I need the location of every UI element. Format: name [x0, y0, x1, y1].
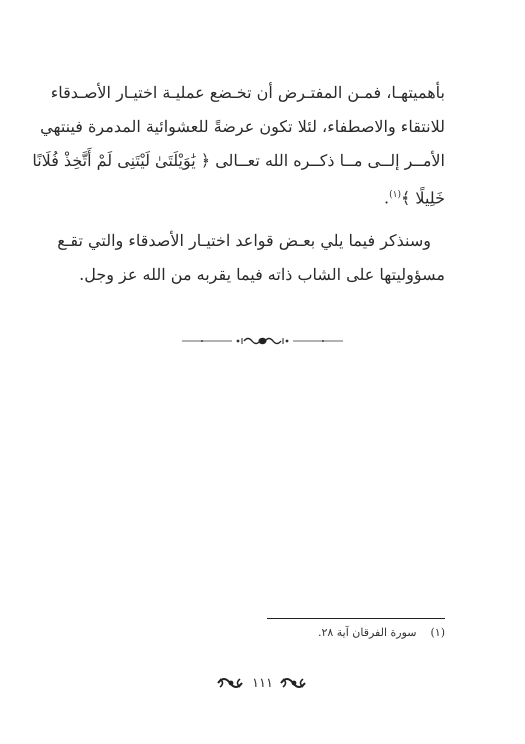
- line-3-text: الأمــر إلــى مــا ذكــره الله تعــالى: [215, 151, 445, 170]
- page-number-left-ornament-icon: [216, 675, 246, 691]
- paragraph-1-line-4: [72, 178, 445, 215]
- paragraph-2-line-1: وسنذكر فيما يلي بعـض قواعد اختيـار الأصدقاء والتي تقـع: [57, 231, 431, 250]
- paragraph-1: [32, 76, 445, 215]
- divider-ornament: [180, 332, 345, 350]
- footnote-text: سورة الفرقان آية ٢٨.: [317, 626, 417, 639]
- quran-verse-part-1: ﴿ يَٰوَيْلَتَىٰ لَيْتَنِى لَمْ أَتَّخِذْ فُلَانًا: [32, 151, 211, 170]
- footnote-number: (١): [430, 626, 445, 639]
- quran-verse-part-2: خَلِيلًا ﴾: [400, 188, 445, 208]
- page-number-area: [0, 672, 525, 694]
- page-number-right-ornament-icon: [279, 675, 309, 691]
- page-number: ١١١: [252, 675, 273, 691]
- footnote-reference: (١): [389, 190, 401, 200]
- paragraph-2: [57, 224, 445, 292]
- paragraph-1-line-1: بأهميتهـا، فمـن المفتـرض أن تخـضع عمليـة اختيـار الأصـدقاء: [50, 83, 445, 102]
- footnote-separator: [267, 618, 445, 619]
- paragraph-1-line-3: [32, 144, 445, 178]
- paragraph-1-line-2: للانتقاء والاصطفاء، لئلا تكون عرضةً للعشوائية المدمرة فينتهي: [40, 117, 445, 136]
- footnote: [318, 626, 445, 639]
- end-punctuation: .: [384, 188, 390, 208]
- paragraph-2-line-2: مسؤوليتها على الشاب ذاته فيما يقربه من الله عز وجل.: [79, 265, 445, 284]
